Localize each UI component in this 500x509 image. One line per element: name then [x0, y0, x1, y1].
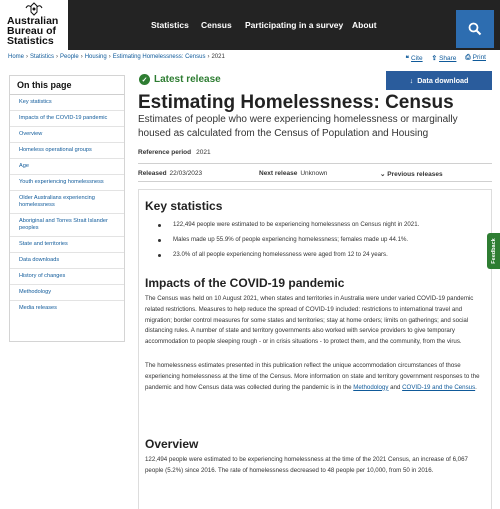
quote-icon: ❝: [405, 55, 410, 62]
sidebar-item-key-statistics[interactable]: Key statistics: [10, 95, 124, 111]
divider: [138, 181, 492, 182]
nav-statistics[interactable]: Statistics: [151, 20, 189, 30]
key-statistics-list: [158, 221, 484, 266]
site-header: [0, 0, 500, 50]
breadcrumb-estimating[interactable]: Estimating Homelessness: Census: [112, 54, 206, 60]
coat-of-arms-icon: [24, 2, 44, 16]
chevron-down-icon: ⌄: [380, 171, 386, 178]
print-button[interactable]: ⎙ Print: [465, 54, 486, 61]
covid-paragraph-1: The Census was held on 10 August 2021, when states and territories in Australia were under varied COVID-19 pandemic related restrictions. Measures to help reduce the spread of COVID-19 included: restrictions to international travel and migration; border control measures for some states and territories; stay at home orders; limits on gatherings; and social distancing rules. A number of state and territory governments also worked with service providers to give temporary accommodation to people sleeping rough - or in crisis situations - to protect them, and the community, from the virus.: [145, 295, 474, 346]
key-statistics-heading: Key statistics: [145, 199, 223, 213]
reference-period: Reference period 2021: [138, 149, 211, 156]
methodology-link[interactable]: Methodology: [353, 383, 389, 391]
overview-heading: Overview: [145, 437, 199, 451]
sidebar-item-history[interactable]: History of changes: [10, 269, 124, 285]
previous-releases-toggle[interactable]: ⌄ Previous releases: [380, 171, 443, 178]
cite-button[interactable]: ❝ Cite: [405, 55, 423, 62]
overview-paragraph: 122,494 people were estimated to be experiencing homelessness at the time of the 2021 Census, an increase of 6,067 people (5.2%) since 2016. The rate of homelessness decreased to 48 people per 10,000, from 50 in 2016.: [145, 456, 468, 474]
sidebar-title: On this page: [10, 76, 124, 95]
breadcrumb-current: 2021: [211, 54, 225, 60]
nav-about[interactable]: About: [352, 20, 377, 30]
logo-wordmark: Australian Bureau of Statistics: [7, 15, 59, 47]
sidebar-item-age[interactable]: Age: [10, 159, 124, 175]
sidebar-item-covid-impacts[interactable]: Impacts of the COVID-19 pandemic: [10, 111, 124, 127]
sidebar-item-older-australians[interactable]: Older Australians experiencing homelessness: [10, 191, 124, 214]
abs-logo[interactable]: [0, 0, 68, 50]
divider: [138, 163, 492, 164]
breadcrumb-housing[interactable]: Housing: [84, 54, 107, 60]
next-release: Next release Unknown: [259, 170, 328, 177]
breadcrumb-home[interactable]: Home: [8, 54, 25, 60]
page-subtitle: Estimates of people who were experiencing homelessness or marginally housed as calculated from the Census of Population and Housing: [138, 114, 458, 139]
sidebar-item-overview[interactable]: Overview: [10, 127, 124, 143]
list-item: 122,494 people were estimated to be experiencing homelessness on Census night in 2021.: [158, 221, 484, 229]
feedback-tab[interactable]: Feedback: [487, 233, 500, 269]
share-icon: ⇪: [431, 55, 438, 62]
list-item: 23.0% of all people experiencing homelessness were aged from 12 to 24 years.: [158, 251, 484, 259]
sidebar-item-data-downloads[interactable]: Data downloads: [10, 253, 124, 269]
page-tools: [406, 54, 486, 62]
download-arrow-icon: ↓: [409, 76, 414, 85]
sidebar-item-youth[interactable]: Youth experiencing homelessness: [10, 175, 124, 191]
sidebar-item-methodology[interactable]: Methodology: [10, 285, 124, 301]
covid-heading: Impacts of the COVID-19 pandemic: [145, 276, 345, 290]
covid-census-link[interactable]: COVID-19 and the Census: [402, 383, 476, 391]
sidebar-item-operational-groups[interactable]: Homeless operational groups: [10, 143, 124, 159]
covid-paragraph-2: The homelessness estimates presented in this publication reflect the unique accommodation circumstances of those experiencing homelessness at the time of the Census. More information on state and territory government responses to the pandemic and how Census data was collected during the pandemic is in the Methodology and COVID-19 and the Census.: [145, 362, 480, 391]
on-this-page-nav: [9, 75, 125, 342]
sidebar-item-states[interactable]: State and territories: [10, 237, 124, 253]
search-button[interactable]: [456, 10, 494, 48]
latest-release-badge: ✓ Latest release: [139, 74, 221, 85]
sidebar-item-media-releases[interactable]: Media releases: [19, 305, 57, 311]
list-item: Males made up 55.9% of people experiencing homelessness; females made up 44.1%.: [158, 236, 484, 244]
check-circle-icon: ✓: [139, 74, 150, 85]
search-icon: [468, 22, 482, 36]
share-button[interactable]: ⇪ Share: [431, 55, 457, 62]
breadcrumb: Home › Statistics › People › Housing › Estimating Homelessness: Census › 2021: [8, 54, 225, 60]
print-icon: ⎙: [465, 54, 471, 61]
content-panel: [138, 189, 492, 509]
page-title: Estimating Homelessness: Census: [138, 92, 454, 113]
sidebar-item-aboriginal[interactable]: Aboriginal and Torres Strait Islander peoples: [10, 214, 124, 237]
released-date: Released 22/03/2023: [138, 170, 203, 177]
breadcrumb-people[interactable]: People: [60, 54, 79, 60]
nav-participating[interactable]: Participating in a survey: [245, 20, 344, 30]
breadcrumb-statistics[interactable]: Statistics: [30, 54, 55, 60]
nav-census[interactable]: Census: [201, 20, 232, 30]
data-download-button[interactable]: ↓ Data download: [386, 71, 492, 90]
